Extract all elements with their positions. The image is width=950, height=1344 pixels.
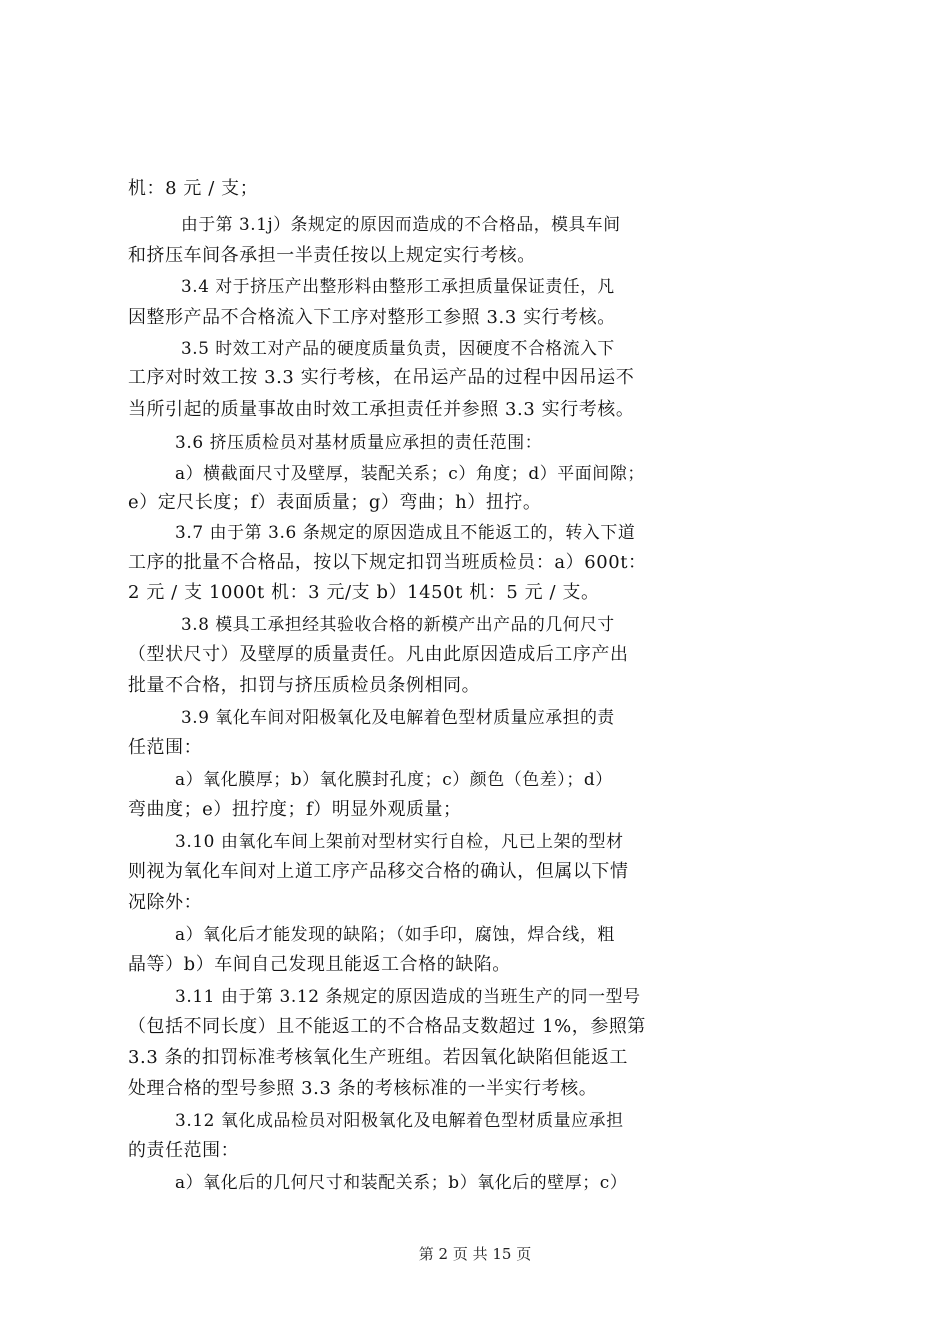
text-line: a）氧化膜厚；b）氧化膜封孔度；c）颜色（色差）；d） bbox=[175, 769, 613, 789]
text-line: 3.7 由于第 3.6 条规定的原因造成且不能返工的，转入下道 bbox=[175, 522, 636, 542]
page-number-footer: 第 2 页 共 15 页 bbox=[418, 1245, 532, 1263]
text-line: 工序对时效工按 3.3 实行考核，在吊运产品的过程中因吊运不 bbox=[128, 367, 635, 388]
text-line: 则视为氧化车间对上道工序产品移交合格的确认，但属以下情 bbox=[128, 861, 629, 882]
text-line: 3.9 氧化车间对阳极氧化及电解着色型材质量应承担的责 bbox=[181, 707, 615, 727]
text-line: 弯曲度；e）扭拧度；f）明显外观质量； bbox=[128, 799, 462, 820]
text-line: 因整形产品不合格流入下工序对整形工参照 3.3 实行考核。 bbox=[128, 307, 616, 328]
text-line: （型状尺寸）及壁厚的质量责任。凡由此原因造成后工序产出 bbox=[128, 644, 629, 665]
text-line: 晶等）b）车间自己发现且能返工合格的缺陷。 bbox=[128, 954, 511, 975]
text-line: a）横截面尺寸及壁厚，装配关系；c）角度；d）平面间隙； bbox=[175, 463, 645, 483]
text-line: 3.11 由于第 3.12 条规定的原因造成的当班生产的同一型号 bbox=[175, 986, 641, 1006]
text-line: a）氧化后的几何尺寸和装配关系；b）氧化后的壁厚；c） bbox=[175, 1172, 628, 1192]
text-line: 况除外： bbox=[128, 892, 203, 913]
text-line: 3.8 模具工承担经其验收合格的新模产出产品的几何尺寸 bbox=[181, 614, 615, 634]
text-line: 当所引起的质量事故由时效工承担责任并参照 3.3 实行考核。 bbox=[128, 399, 635, 420]
text-line: e）定尺长度；f）表面质量；g）弯曲；h）扭拧。 bbox=[128, 492, 542, 513]
text-line: （包括不同长度）且不能返工的不合格品支数超过 1%，参照第 bbox=[128, 1016, 646, 1037]
text-line: 3.12 氧化成品检员对阳极氧化及电解着色型材质量应承担 bbox=[175, 1110, 624, 1130]
text-line: 的责任范围： bbox=[128, 1140, 240, 1161]
text-line: 工序的批量不合格品，按以下规定扣罚当班质检员：a）600t： bbox=[128, 552, 647, 573]
text-line: 批量不合格，扣罚与挤压质检员条例相同。 bbox=[128, 675, 481, 696]
text-line: 3.3 条的扣罚标准考核氧化生产班组。若因氧化缺陷但能返工 bbox=[128, 1047, 629, 1068]
text-line: 3.6 挤压质检员对基材质量应承担的责任范围： bbox=[175, 432, 543, 452]
text-line: 和挤压车间各承担一半责任按以上规定实行考核。 bbox=[128, 245, 536, 266]
text-line: 3.10 由氧化车间上架前对型材实行自检，凡已上架的型材 bbox=[175, 831, 624, 851]
text-line: 任范围： bbox=[128, 737, 203, 758]
text-line: 处理合格的型号参照 3.3 条的考核标准的一半实行考核。 bbox=[128, 1078, 598, 1099]
text-line: 2 元 / 支 1000t 机：3 元/支 b）1450t 机：5 元 / 支。 bbox=[128, 582, 600, 603]
text-line: 3.4 对于挤压产出整形料由整形工承担质量保证责任，凡 bbox=[181, 276, 615, 296]
text-line: 机：8 元 / 支； bbox=[128, 178, 259, 199]
text-line: a）氧化后才能发现的缺陷；（如手印，腐蚀，焊合线，粗 bbox=[175, 924, 615, 944]
text-line: 由于第 3.1j）条规定的原因而造成的不合格品，模具车间 bbox=[181, 214, 621, 234]
text-line: 3.5 时效工对产品的硬度质量负责，因硬度不合格流入下 bbox=[181, 338, 615, 358]
